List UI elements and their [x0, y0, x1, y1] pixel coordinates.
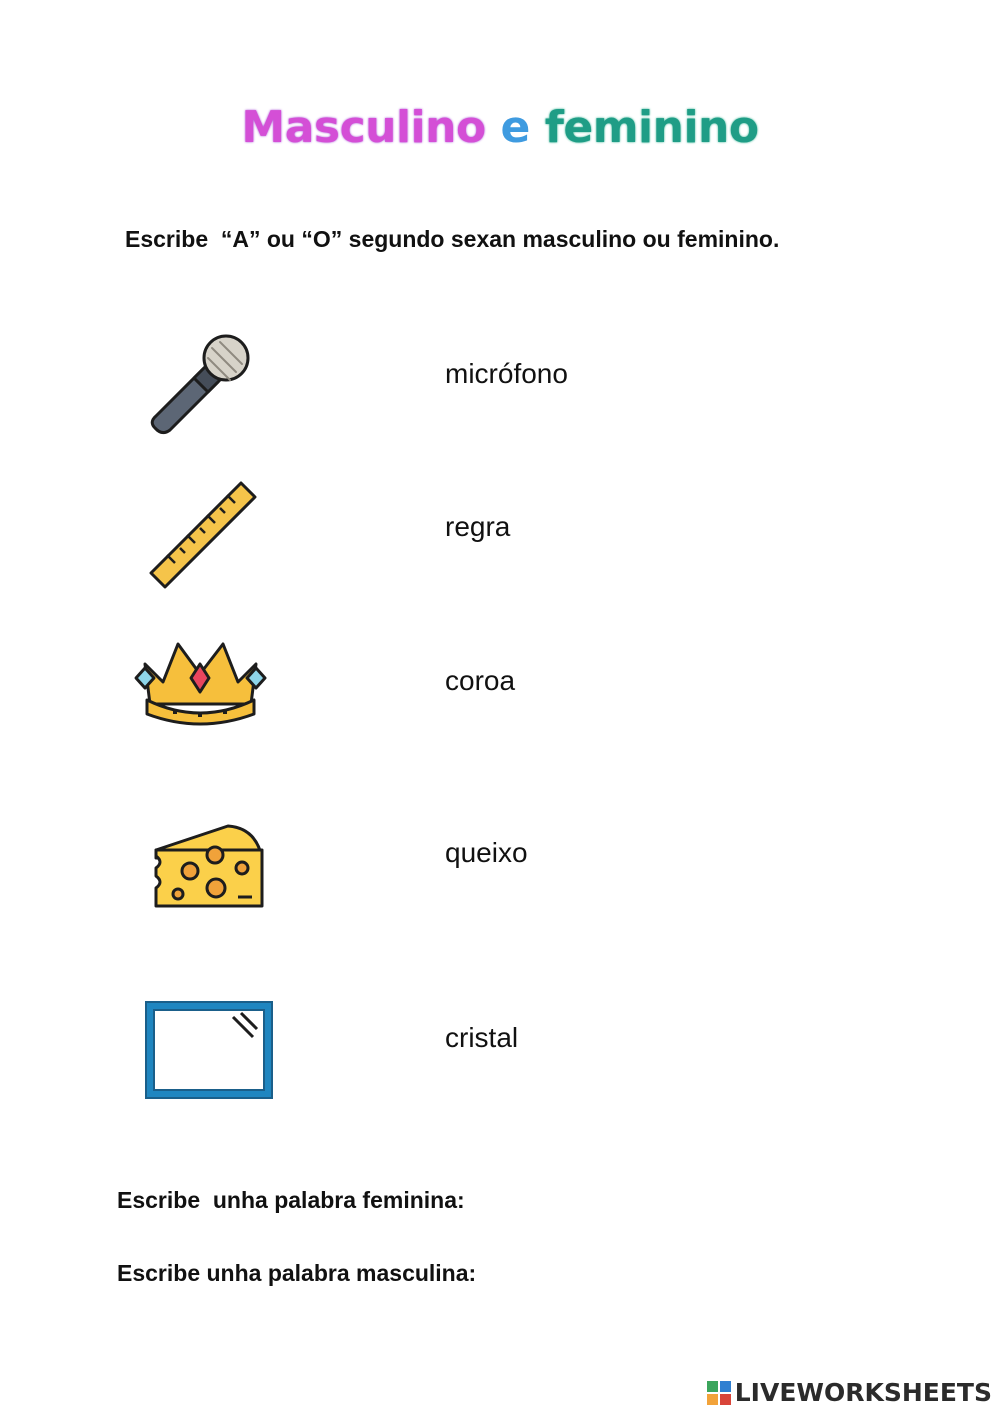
- item-word-microfono: micrófono: [445, 358, 568, 389]
- prompt-feminine: Escribe unha palabra feminina:: [117, 1187, 465, 1213]
- crown-icon: [133, 634, 268, 729]
- prompt-masculine: Escribe unha palabra masculina:: [117, 1260, 477, 1286]
- title-word-feminino: feminino: [544, 102, 759, 153]
- footer-brand: [707, 1378, 992, 1407]
- page-title: [0, 102, 1000, 153]
- liveworksheets-logo-icon: [707, 1381, 731, 1405]
- title-word-masculino: Masculino: [241, 102, 486, 153]
- item-word-coroa: coroa: [445, 665, 516, 696]
- ruler-icon: [145, 478, 265, 593]
- microphone-icon: [140, 328, 260, 438]
- cheese-icon: [150, 818, 270, 913]
- item-word-queixo: queixo: [445, 837, 528, 868]
- instruction-text: Escribe “A” ou “O” segundo sexan masculino ou feminino.: [125, 226, 780, 252]
- glass-pane-icon: [143, 999, 275, 1101]
- title-word-e: e: [500, 102, 530, 153]
- item-word-cristal: cristal: [445, 1022, 519, 1053]
- item-word-regra: regra: [445, 511, 511, 542]
- footer-brand-text: LIVEWORKSHEETS: [734, 1378, 992, 1407]
